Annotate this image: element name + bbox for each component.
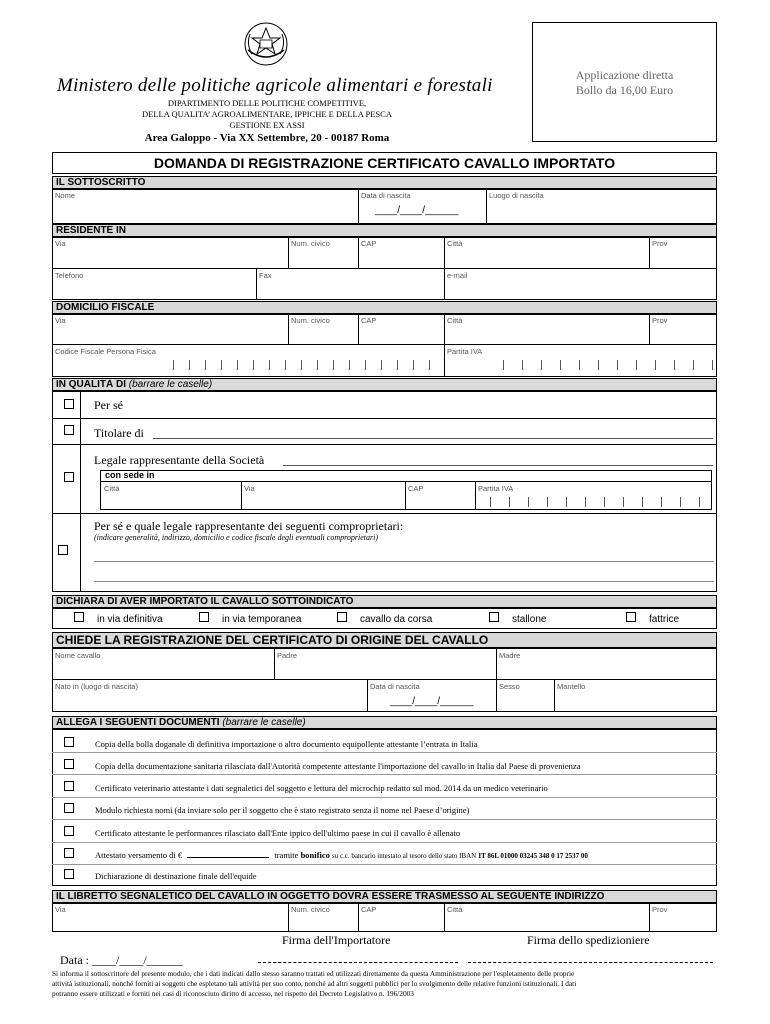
option-legale-rappresentante: Legale rappresentante della Società	[94, 453, 265, 467]
option-titolare: Titolare di	[94, 426, 144, 440]
option-definitiva: in via definitiva	[97, 614, 163, 625]
titolare-line[interactable]	[153, 438, 713, 439]
res-fax-field[interactable]: Fax	[259, 271, 272, 280]
sede-citta-field[interactable]: Città	[104, 484, 120, 493]
option-comproprietari: Per sé e quale legale rappresentante dei seguenti comproprietari:	[94, 519, 404, 533]
checkbox-doc-performances[interactable]	[64, 826, 74, 836]
doc-performances: Certificato attestante le performances rilasciato dall'Ente ippico dell'ultimo paese in cui il cavallo è allenato	[95, 828, 461, 838]
section-sottoscritto: IL SOTTOSCRITTO	[52, 176, 717, 190]
cf-cells[interactable]	[173, 360, 431, 370]
padre-field[interactable]: Padre	[277, 651, 298, 660]
checkbox-doc-destinazione[interactable]	[64, 869, 74, 879]
libretto-grid	[52, 902, 717, 932]
societa-line[interactable]	[283, 465, 713, 466]
dom-prov-field[interactable]: Prov	[652, 316, 668, 325]
stamp-line-2: Bollo da 16,00 Euro	[575, 83, 674, 97]
doc-versamento	[95, 850, 588, 860]
checkbox-doc-sanitaria[interactable]	[64, 759, 74, 769]
nome-cavallo-field[interactable]: Nome cavallo	[55, 651, 101, 660]
republic-emblem-icon	[242, 20, 290, 68]
option-corsa: cavallo da corsa	[360, 614, 433, 625]
lib-prov-field[interactable]: Prov	[652, 905, 668, 914]
lib-via-field[interactable]: Via	[55, 905, 66, 914]
res-prov-field[interactable]: Prov	[652, 239, 668, 248]
checkbox-corsa[interactable]	[337, 612, 347, 622]
res-telefono-field[interactable]: Telefono	[55, 271, 84, 280]
department-line-1: DIPARTIMENTO DELLE POLITICHE COMPETITIVE,	[167, 98, 367, 108]
data-field[interactable]: Data : ____/____/______	[60, 953, 183, 967]
dom-citta-field[interactable]: Città	[447, 316, 463, 325]
dom-civico-field[interactable]: Num. civico	[291, 316, 330, 325]
checkbox-temporanea[interactable]	[199, 612, 209, 622]
dom-via-field[interactable]: Via	[55, 316, 66, 325]
checkbox-comproprietari[interactable]	[58, 545, 68, 555]
option-temporanea: in via temporanea	[222, 614, 302, 625]
doc-sanitaria: Copia della documentazione sanitaria rilasciata dall'Autorità competente attestante l'importazione del cavallo in Italia dal Paese di provenienza	[95, 761, 581, 771]
allega-note: (barrare le caselle)	[222, 717, 306, 728]
firma-importatore-label: Firma dell'Importatore	[282, 933, 391, 947]
comproprietari-line-2[interactable]	[94, 581, 714, 582]
checkbox-doc-nomi[interactable]	[64, 803, 74, 813]
section-libretto: IL LIBRETTO SEGNALETICO DEL CAVALLO IN OGGETTO DOVRÀ ESSERE TRASMESSO AL SEGUENTE INDIRIZZO	[52, 890, 717, 904]
firma-importatore-line[interactable]	[258, 962, 458, 963]
office-address: Area Galoppo - Via XX Settembre, 20 - 00187 Roma	[144, 132, 390, 144]
versamento-label: Attestato versamento di €	[95, 850, 183, 860]
mantello-field[interactable]: Mantello	[557, 682, 586, 691]
section-domicilio: DOMICILIO FISCALE	[52, 301, 717, 315]
checkbox-doc-versamento[interactable]	[64, 848, 74, 858]
res-civico-field[interactable]: Num. civico	[291, 239, 330, 248]
option-per-se: Per sé	[94, 398, 123, 412]
dom-piva-field[interactable]: Partita IVA	[447, 347, 483, 356]
qualita-heading: IN QUALITÀ DI	[56, 379, 126, 390]
versamento-cc: su c.c. bancario intestato al tesoro dello stato IBAN	[331, 852, 477, 860]
birthdate-field[interactable]: Data di nascita	[361, 191, 411, 200]
horse-birthdate-blank: ____/____/______	[390, 696, 474, 707]
firma-spedizioniere-line[interactable]	[468, 962, 713, 963]
res-via-field[interactable]: Via	[55, 239, 66, 248]
department-line-3: GESTIONE EX ASSI	[229, 120, 305, 130]
comproprietari-line-1[interactable]	[94, 561, 714, 562]
checkbox-titolare[interactable]	[64, 425, 74, 435]
sesso-field[interactable]: Sesso	[499, 682, 520, 691]
chiede-grid	[52, 648, 717, 712]
doc-bolla: Copia della bolla doganale di definitiva importazione o altro documento equipollente attestante l’entrata in Italia	[95, 739, 478, 749]
checkbox-definitiva[interactable]	[74, 612, 84, 622]
sede-cap-field[interactable]: CAP	[408, 484, 424, 493]
checkbox-stallone[interactable]	[489, 612, 499, 622]
checkbox-per-se[interactable]	[64, 399, 74, 409]
piva-cells[interactable]	[503, 360, 714, 370]
dom-cap-field[interactable]: CAP	[361, 316, 377, 325]
firma-spedizioniere-label: Firma dello spedizioniere	[527, 933, 650, 947]
res-citta-field[interactable]: Città	[447, 239, 463, 248]
res-cap-field[interactable]: CAP	[361, 239, 377, 248]
madre-field[interactable]: Madre	[499, 651, 521, 660]
doc-veterinario: Certificato veterinario attestante i dati segnaletici del soggetto e lettura del microchip redatto sul mod. 2014 da un medico veterinario	[95, 783, 548, 793]
checkbox-legale-rappresentante[interactable]	[64, 472, 74, 482]
checkbox-fattrice[interactable]	[626, 612, 636, 622]
sede-piva-field[interactable]: Partita IVA	[478, 484, 514, 493]
stamp-line-1: Applicazione diretta	[575, 68, 674, 82]
checkbox-doc-bolla[interactable]	[64, 737, 74, 747]
lib-citta-field[interactable]: Città	[447, 905, 463, 914]
option-fattrice: fattrice	[649, 614, 680, 625]
form-title: DOMANDA DI REGISTRAZIONE CERTIFICATO CAVALLO IMPORTATO	[52, 152, 717, 174]
sede-piva-cells[interactable]	[490, 497, 701, 507]
horse-birthdate-field[interactable]: Data di nascita	[370, 682, 420, 691]
section-chiede: CHIEDE LA REGISTRAZIONE DEL CERTIFICATO DI ORIGINE DEL CAVALLO	[52, 632, 717, 648]
versamento-amount-blank[interactable]	[187, 857, 269, 858]
comproprietari-note: (indicare generalità, indirizzo, domicilio e codice fiscale degli eventuali comproprietari)	[94, 533, 379, 542]
nato-in-field[interactable]: Nato in (luogo di nascita)	[55, 682, 138, 691]
qualita-note: (barrare le caselle)	[128, 379, 213, 390]
nome-field[interactable]: Nome	[55, 191, 76, 200]
stamp-box	[532, 22, 717, 142]
sede-via-field[interactable]: Via	[244, 484, 255, 493]
doc-nomi: Modulo richiesta nomi (da inviare solo per il soggetto che è stato registrato senza il nome nel Paese d’origine)	[95, 805, 470, 815]
versamento-tramite: tramite	[274, 850, 299, 860]
iban-value: IT 86L 01000 03245 348 0 17 2537 00	[478, 852, 588, 860]
privacy-line-3: potranno essere utilizzati e forniti nei casi di riconosciuto diritto di accesso, nel rispetto del Decreto Legislativo n. 196/2003	[52, 989, 414, 998]
doc-destinazione: Dichiarazione di destinazione finale dell'equide	[95, 871, 257, 881]
dom-cf-field[interactable]: Codice Fiscale Persona Fisica	[55, 347, 156, 356]
section-dichiara: DICHIARA DI AVER IMPORTATO IL CAVALLO SOTTOINDICATO	[52, 595, 717, 609]
allega-heading: ALLEGA I SEGUENTI DOCUMENTI	[56, 717, 220, 728]
checkbox-doc-veterinario[interactable]	[64, 781, 74, 791]
birthplace-field[interactable]: Luogo di nascita	[489, 191, 544, 200]
birthdate-blank: ____/____/______	[375, 205, 459, 216]
versamento-bonifico: bonifico	[300, 850, 330, 860]
res-email-field[interactable]: e-mail	[447, 271, 468, 280]
privacy-line-2: attività istituzionali, nonché forniti ai soggetti che espletano tali attività per suo conto, nonché ad altri soggetti pubblici per lo svolgimento delle relative funzioni istituzionali. I dati	[52, 979, 577, 988]
ministry-name: Ministero delle politiche agricole alimentari e forestali	[57, 75, 493, 96]
lib-civico-field[interactable]: Num. civico	[291, 905, 330, 914]
section-residente: RESIDENTE IN	[52, 224, 717, 238]
header	[52, 15, 522, 150]
option-stallone: stallone	[512, 614, 547, 625]
lib-cap-field[interactable]: CAP	[361, 905, 377, 914]
department-line-2: DELLA QUALITA’ AGROALIMENTARE, IPPICHE E DELLA PESCA	[142, 109, 392, 119]
privacy-notice	[52, 969, 720, 999]
privacy-line-1: Si informa il sottoscrittore del presente modulo, che i dati indicati dallo stesso saranno trattati ed utilizzati direttamente da questa Amministrazione per l'espletamento delle proprie	[52, 969, 575, 978]
sede-heading: con sede in	[105, 470, 155, 480]
